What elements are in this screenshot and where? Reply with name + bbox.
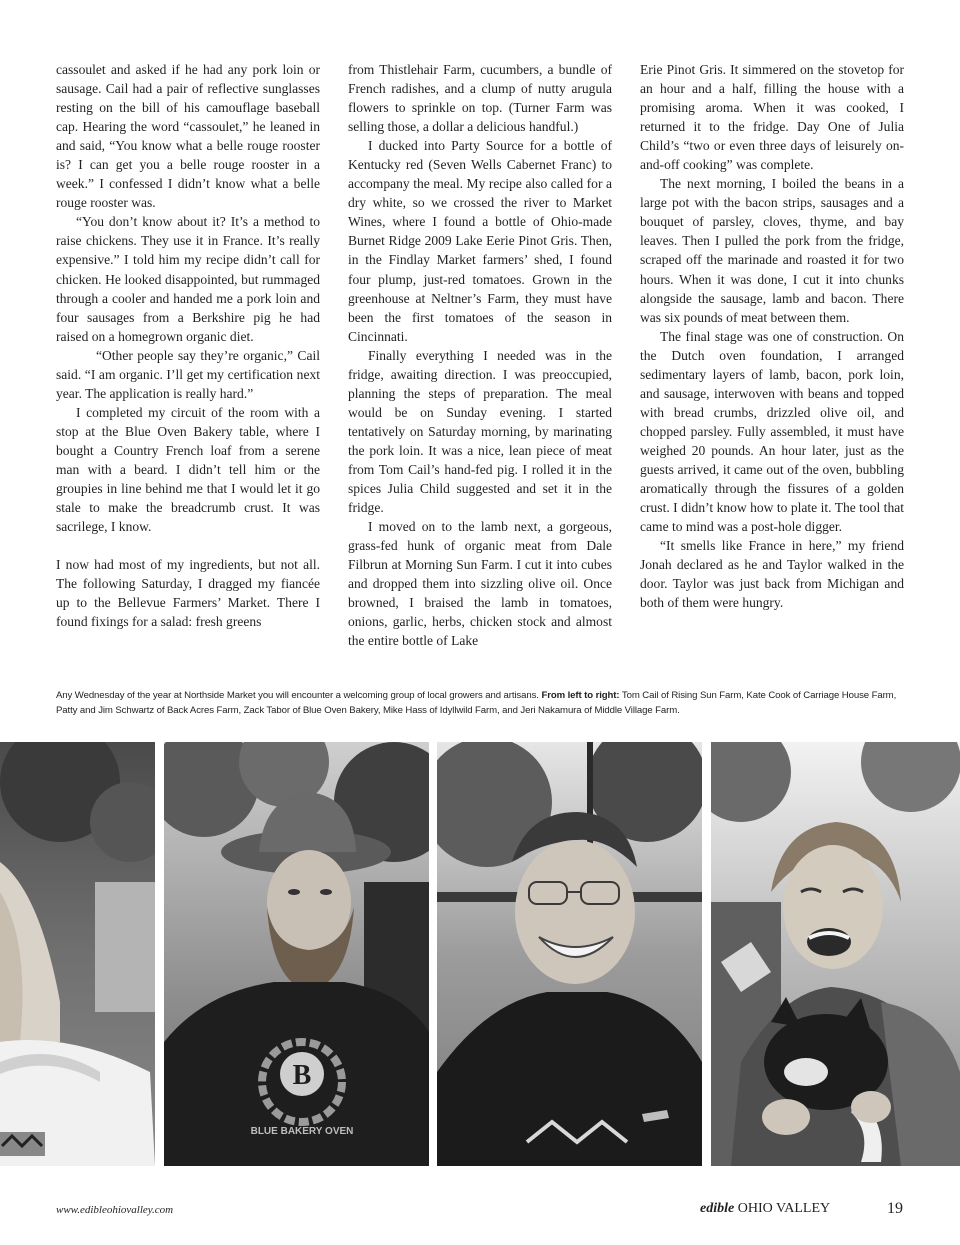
paragraph: I now had most of my ingredients, but not all. The following Saturday, I dragged my fiancée up to the Bellevue Farmers’ Market. There I found fixings for a salad: fresh greens [56,557,320,630]
photo-person-1 [0,742,155,1166]
magazine-name-region: OHIO VALLEY [737,1201,831,1216]
article-column-2 [348,60,612,650]
paragraph: Erie Pinot Gris. It simmered on the stovetop for an hour and a half, filling the house with a promising aroma. When it was cooked, I returned it to the fridge. Day One of Julia Child’s “two or even three days of leisurely on-and-off cooking” was complete. [640,62,904,173]
photo-caption [56,688,906,718]
paragraph: from Thistlehair Farm, cucumbers, a bundle of French radishes, and a clump of nutty arugula flowers to sprinkle on top. (Turner Farm was selling those, a dollar a delicious handful.) [348,62,612,135]
paragraph: The final stage was one of construction. On the Dutch oven foundation, I arranged sedimentary layers of lamb, bacon, pork loin, and sausage, interwoven with beans and topped with bread crumbs, drizzled olive oil, and chopped parsley. Fully assembled, it must have weighed 20 pounds. An hour later, just as the guests arrived, it came out of the oven, bubbling aromatically through the fissures of a golden crust. I didn’t know how to plate it. The tool that came to mind was a post-hole digger. [640,328,904,535]
paragraph: cassoulet and asked if he had any pork loin or sausage. Cail had a pair of reflective sunglasses resting on the bill of his camouflage baseball cap. Hearing the word “cassoulet,” he leaned in and said, “You know what a belle rouge rooster is? I can get you a belle rouge rooster in a week.” I confessed I didn’t know what a belle rouge rooster was. [56,62,320,211]
paragraph: “It smells like France in here,” my friend Jonah declared as he and Taylor walked in the door. Taylor was just back from Michigan and both of them were hungry. [640,538,904,611]
paragraph: I ducked into Party Source for a bottle of Kentucky red (Seven Wells Cabernet Franc) to accompany the meal. My recipe also called for a dry white, so we crossed the river to Market Wines, where I found a bottle of Ohio-made Burnet Ridge 2009 Lake Eerie Pinot Gris. Then, in the Findlay Market farmers’ shed, I found four plump, just-red tomatoes. Grown in the greenhouse at Neltner’s Farm, they must have been the first tomatoes of the season in Cincinnati. [348,138,612,344]
photo-person-2 [164,742,429,1166]
footer-magazine-name [700,1201,830,1217]
caption-intro: Any Wednesday of the year at Northside Market you will encounter a welcoming group of local growers and artisans. [56,690,539,701]
paragraph: I completed my circuit of the room with a stop at the Blue Oven Bakery table, where I bought a Country French loaf from a serene man with a beard. I didn’t tell him or the groupies in line behind me that I would let it go stale to make the breadcrumb crust. It was sacrilege, I know. [56,404,320,535]
paragraph: The next morning, I boiled the beans in a large pot with the bacon strips, sausages and a bouquet of parsley, cloves, thyme, and bay leaves. Then I pulled the pork from the fridge, scraped off the marinade and roasted it for two hours. When it was done, I cut it into chunks alongside the sausage, lamb and bacon. There was six pounds of meat between them. [640,176,904,325]
photo-strip [0,742,960,1166]
article-column-3 [640,60,904,612]
footer-url: www.edibleohiovalley.com [56,1204,174,1216]
photo-person-4 [711,742,960,1166]
paragraph: “You don’t know about it? It’s a method to raise chickens. They use it in France. It’s really expensive.” I told him my recipe didn’t call for chicken. He looked disappointed, but rummaged through a cooler and handed me a pork loin and four sausages from a Berkshire pig he had raised on a homegrown organic diet. [56,214,320,344]
shirt-logo-text: BLUE BAKERY OVEN [250,1126,354,1137]
caption-names: Tom Cail of Rising Sun Farm, Kate Cook of Carriage House Farm, Patty and Jim Schwartz of Back Acres Farm, Zack Tabor of Blue Oven Bakery, Mike Hass of Idyllwild Farm, and Jeri Nakamura of Middle Village Farm. [56,690,897,716]
photo-person-3 [437,742,702,1166]
page-number: 19 [887,1200,903,1217]
paragraph: “Other people say they’re organic,” Cail said. “I am organic. I’ll get my certification next year. The application is really hard.” [56,347,320,401]
caption-label: From left to right: [541,690,620,701]
magazine-name-edible: edible [700,1201,735,1216]
article-column-1 [56,60,320,631]
shirt-logo-letter: B [292,1060,312,1091]
paragraph: I moved on to the lamb next, a gorgeous, grass-fed hunk of organic meat from Dale Filbrun at Morning Sun Farm. I cut it into cubes and dropped them into sizzling olive oil. Once browned, I braised the lamb in tomatoes, onions, garlic, herbs, chicken stock and almost the entire bottle of Lake [348,519,612,649]
paragraph: Finally everything I needed was in the fridge, awaiting direction. I was preoccupied, planning the steps of preparation. The meal would be on Sunday evening. I started tentatively on Saturday morning, by marinating the pork loin. It was a nice, lean piece of meat from Tom Cail’s hand-fed pig. I rolled it in the spices Julia Child suggested and set it in the fridge. [348,347,612,516]
